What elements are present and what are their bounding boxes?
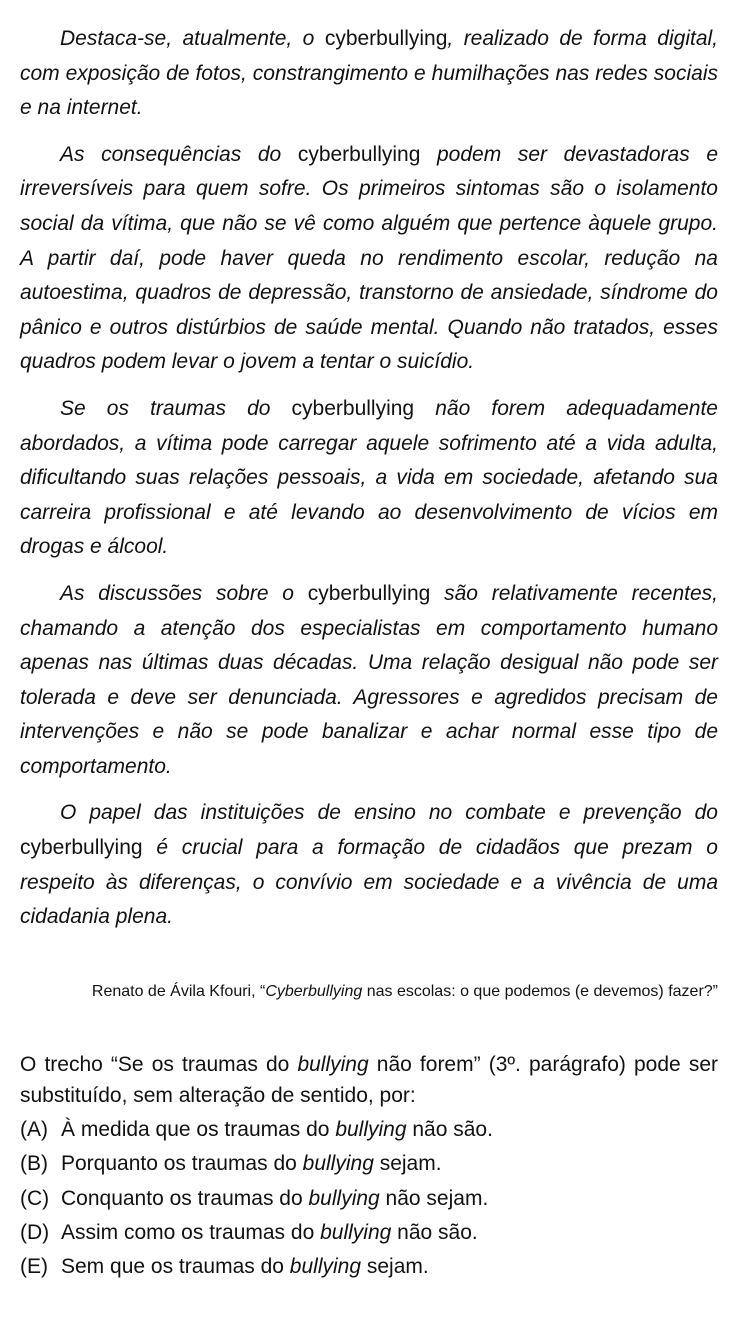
paragraph-4-text-c: são relativamente recentes, chamando a atenção dos especialistas em comportamento humano apenas nas últimas duas décadas. Uma relação desigual não pode ser tolerada e deve ser denunciada. Agressores e agredidos precisam de intervenções e não se pode banalizar e achar normal esse tipo de comportamento. [20,581,718,778]
option-letter: (A) [20,1117,48,1141]
option-term: bullying [302,1152,374,1176]
paragraph-1 [20,22,718,126]
option-text-a: Conquanto os traumas do [61,1186,309,1210]
paragraph-5-text-c: é crucial para a formação de cidadãos que prezam o respeito às diferenças, o convívio em sociedade e a vivência de uma cidadania plena. [20,836,718,929]
question-text-c: não forem” (3º. parágrafo) pode ser substituído, sem alteração de sentido, por: [20,1052,719,1107]
passage [20,22,718,935]
paragraph-3-text-c: não forem adequadamente abordados, a vítima pode carregar aquele sofrimento até a vida adulta, dificultando suas relações pessoais, a vida em sociedade, afetando sua carreira profissional e até levando ao desenvolvimento de vícios em drogas e álcool. [20,396,718,559]
question-text-a: O trecho “Se os traumas do [20,1052,298,1076]
option-term: bullying [320,1221,392,1245]
option-text-a: À medida que os traumas do [61,1117,336,1141]
paragraph-5-text-a: O papel das instituições de ensino no combate e prevenção do [60,801,718,825]
source-citation [20,979,718,1005]
paragraph-5 [20,796,718,934]
option-d[interactable] [20,1216,718,1250]
option-e[interactable] [20,1250,718,1284]
paragraph-3 [20,392,718,565]
paragraph-2-text-c: podem ser devastadoras e irreversíveis para quem sofre. Os primeiros sintomas são o isolamento social da vítima, que não se vê como alguém que pertence àquele grupo. A partir daí, pode haver queda no rendimento escolar, redução na autoestima, quadros de depressão, transtorno de ansiedade, síndrome do pânico e outros distúrbios de saúde mental. Quando não tratados, esses quadros podem levar o jovem a tentar o suicídio. [20,142,718,374]
answer-options [20,1113,718,1285]
paragraph-3-text-a: Se os traumas do [60,396,292,420]
option-text-c: não são. [406,1117,493,1141]
paragraph-1-text-c: , realizado de forma digital, com exposição de fotos, constrangimento e humilhações nas redes sociais e na internet. [20,27,719,120]
option-text-c: sejam. [361,1255,429,1279]
paragraph-3-term: cyberbullying [291,396,415,420]
option-text-a: Sem que os traumas do [61,1255,290,1279]
option-a[interactable] [20,1113,718,1147]
paragraph-2 [20,138,718,380]
option-b[interactable] [20,1147,718,1181]
paragraph-4-term: cyberbullying [307,581,431,605]
option-text-c: não são. [391,1221,478,1245]
option-term: bullying [335,1117,407,1141]
source-title-rest: nas escolas: o que podemos (e devemos) fazer?” [362,982,718,1000]
paragraph-2-term: cyberbullying [297,142,421,166]
paragraph-4-text-a: As discussões sobre o [60,581,308,605]
question-stem [20,1049,718,1111]
source-title-italic: Cyberbullying [265,982,363,1000]
option-text-c: não sejam. [379,1186,489,1210]
question-term: bullying [297,1052,369,1076]
option-c[interactable] [20,1182,718,1216]
paragraph-4 [20,577,718,785]
option-letter: (C) [20,1186,50,1210]
option-text-c: sejam. [373,1152,442,1176]
option-letter: (B) [20,1152,48,1176]
option-text-a: Assim como os traumas do [61,1221,321,1245]
paragraph-1-text-a: Destaca-se, atualmente, o [60,27,325,50]
paragraph-1-term: cyberbullying [324,27,448,50]
option-term: bullying [289,1255,362,1279]
paragraph-2-text-a: As consequências do [60,142,298,166]
option-letter: (D) [20,1221,50,1245]
paragraph-5-term: cyberbullying [20,836,143,860]
option-letter: (E) [20,1255,48,1279]
option-term: bullying [308,1186,380,1210]
source-author: Renato de Ávila Kfouri, “ [91,982,266,1000]
option-text-a: Porquanto os traumas do [61,1152,303,1176]
